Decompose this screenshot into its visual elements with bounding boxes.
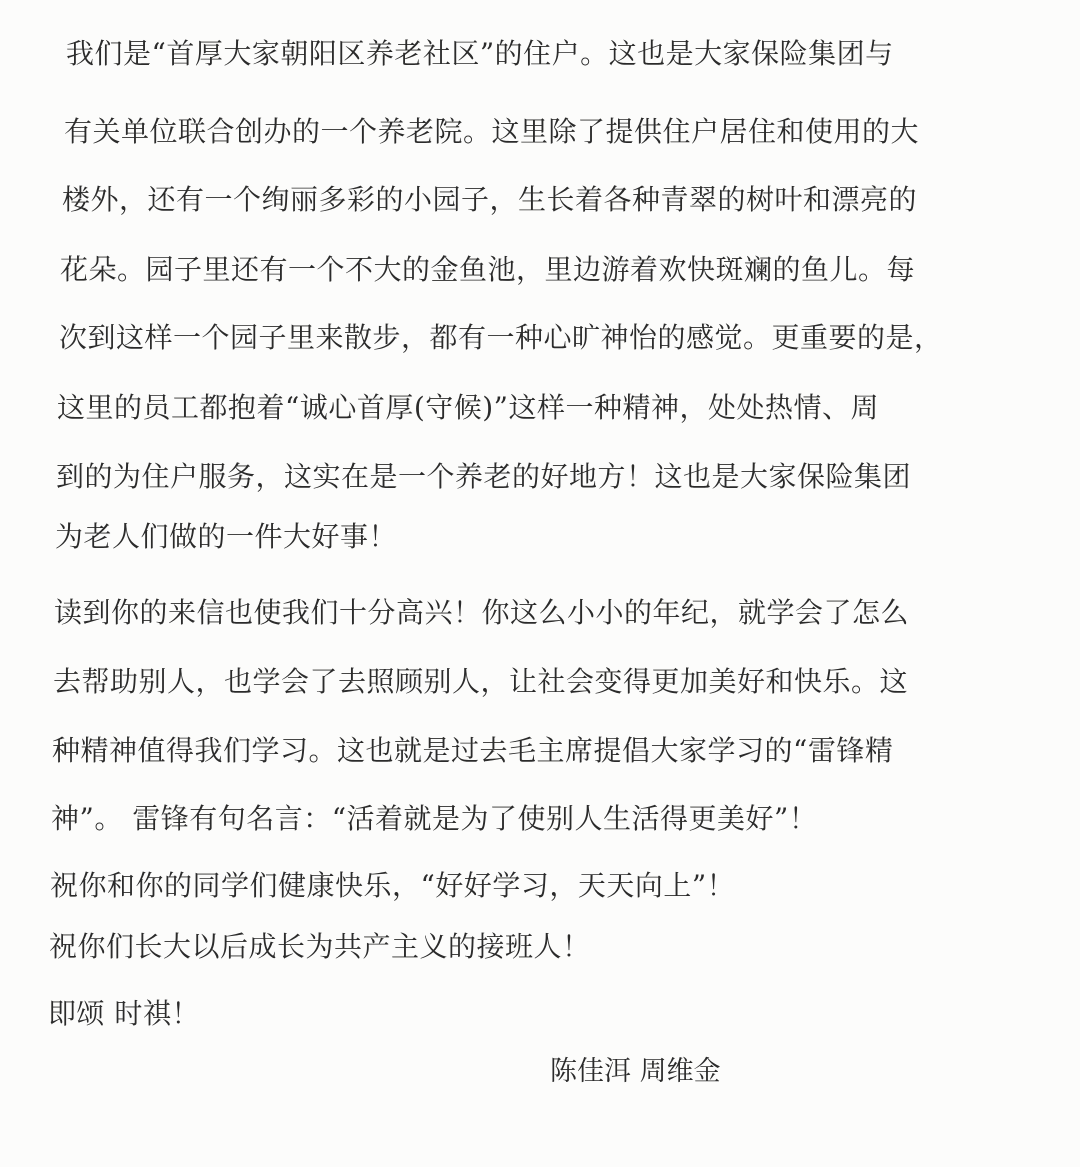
letter-line: 即颂 时祺！: [48, 997, 200, 1030]
letter-line: 我们是“首厚大家朝阳区养老社区”的住户。这也是大家保险集团与: [66, 37, 894, 70]
letter-line: 神”。 雷锋有句名言：“活着就是为了使别人生活得更美好”！: [51, 802, 818, 835]
letter-line: 祝你和你的同学们健康快乐，“好好学习，天天向上”！: [50, 869, 736, 902]
letter-line: 读到你的来信也使我们十分高兴！你这么小小的年纪，就学会了怎么: [54, 596, 910, 629]
letter-line: 这里的员工都抱着“诚心首厚(守候)”这样一种精神，处处热情、周: [57, 391, 879, 424]
letter-line: 楼外，还有一个绚丽多彩的小园子，生长着各种青翠的树叶和漂亮的: [62, 183, 918, 216]
letter-line: 有关单位联合创办的一个养老院。这里除了提供住户居住和使用的大: [64, 115, 920, 148]
letter-line: 去帮助别人，也学会了去照顾别人，让社会变得更加美好和快乐。这: [53, 665, 909, 698]
letter-line: 花朵。园子里还有一个不大的金鱼池，里边游着欢快斑斓的鱼儿。每: [60, 253, 916, 286]
letter-line: 为老人们做的一件大好事！: [55, 520, 398, 553]
letter-line: 次到这样一个园子里来散步，都有一种心旷神怡的感觉。更重要的是，: [59, 321, 943, 354]
letter-line: 祝你们长大以后成长为共产主义的接班人！: [49, 930, 591, 963]
letter-line: 到的为住户服务，这实在是一个养老的好地方！这也是大家保险集团: [56, 460, 912, 493]
letter-line: 种精神值得我们学习。这也就是过去毛主席提倡大家学习的“雷锋精: [52, 734, 894, 767]
cut-off-top-line: [150, 0, 380, 8]
signature: 陈佳洱 周维金: [550, 1056, 721, 1087]
